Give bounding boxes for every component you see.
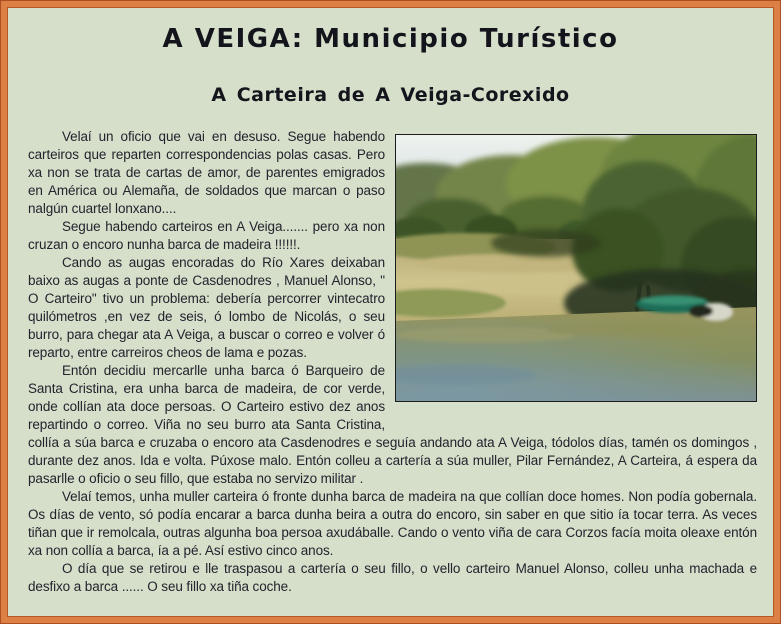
article-body xyxy=(8,128,773,596)
landscape-photo xyxy=(395,134,757,402)
paragraph-6: O día que se retirou e lle traspasou a cartería o seu fillo, o vello carteiro Manuel Alonso, colleu unha machada e desfixo a barca ...... O seu fillo xa tiña coche. xyxy=(28,561,757,594)
paragraph-4: Entón decidiu mercarlle unha barca ó Barqueiro de Santa Cristina, era unha barca de madeira, de cor verde, onde collían ata doce persoas. O Carteiro estivo dez anos repartindo o correo. Viña no seu burro ata Santa Cristina, collía a súa barca e cruzaba o encoro ata Casdenodres e seguía andando ata A Veiga, tódolos días, tamén os domingos , durante dez anos. Ida e volta. Púxose malo. Entón colleu a cartería a súa muller, Pilar Fernández, A Carteira, á espera da pasarlle o oficio o seu fillo, que estaba no servizo militar . xyxy=(28,363,757,486)
paragraph-3: Cando as augas encoradas do Río Xares deixaban baixo as augas a ponte de Casdenodres , Manuel Alonso, " O Carteiro" tivo un problema: debería percorrer vintecatro quilómetros ,en vez de seis, ó lombo de Nicolás, o seu burro, para chegar ata A Veiga, a buscar o correo e volver ó reparto, entre carreiros cheos de lama e pozas. xyxy=(28,255,385,360)
paragraph-2: Segue habendo carteiros en A Veiga....... pero xa non cruzan o encoro nunha barca de madeira !!!!!!. xyxy=(28,219,385,252)
landscape-photo-graphic xyxy=(396,135,756,401)
paragraph-1: Velaí un oficio que vai en desuso. Segue habendo carteiros que reparten correspondencias polas casas. Pero xa non se trata de cartas de amor, de parentes emigrados en América ou Alemaña, de soldados que marcan o paso nalgún cuartel lonxano.... xyxy=(28,129,385,216)
document-page xyxy=(7,7,774,617)
page-subtitle: A Carteira de A Veiga-Corexido xyxy=(211,84,570,106)
page-title: A VEIGA: Municipio Turístico xyxy=(162,24,619,54)
paragraph-5: Velaí temos, unha muller carteira ó fronte dunha barca de madeira na que collían doce homes. Non podía gobernala. Os días de vento, só podía encarar a barca dunha beira a outra do encoro, sin saber en que sitio ía tocar terra. As veces tiñan que ir remolcala, outras algunha boa persoa axudáballe. Cando o vento viña de cara Corzos facía moita oleaxe entón xa non collía a barca, ía a pé. Así estivo cinco anos. xyxy=(28,489,757,558)
